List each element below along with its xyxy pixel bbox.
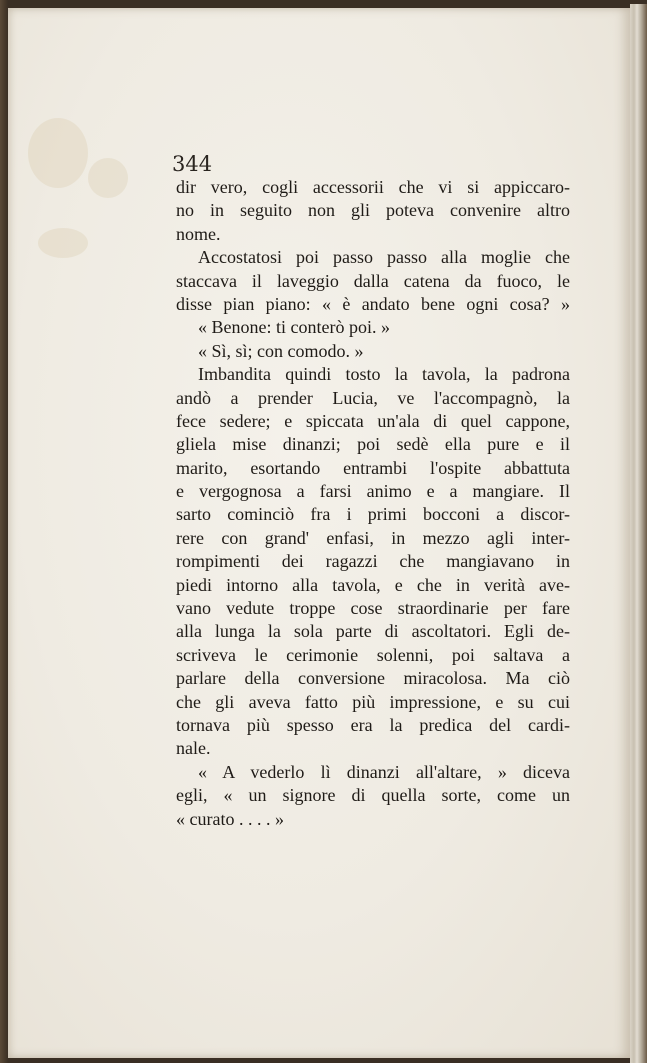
text-line: egli, « un signore di quella sorte, come un	[176, 785, 570, 806]
text-line: Accostatosi poi passo passo alla moglie che	[198, 247, 570, 268]
text-line: tornava più spesso era la predica del cardi-	[176, 714, 570, 735]
text-line: piedi intorno alla tavola, e che in verità ave-	[176, 574, 570, 595]
text-line: vano vedute troppe cose straordinarie per fare	[176, 598, 570, 619]
text-line: « Sì, sì; con comodo. »	[198, 340, 364, 361]
text-line: « curato . . . . »	[176, 808, 284, 829]
text-line: nale.	[176, 738, 211, 759]
text-line: dir vero, cogli accessorii che vi si appiccaro-	[176, 177, 570, 197]
foxing-stain	[88, 158, 128, 198]
foxing-stain	[38, 228, 88, 258]
page-edge	[630, 4, 647, 1063]
text-line: andò a prender Lucia, ve l'accompagnò, la	[176, 387, 570, 408]
text-line: no in seguito non gli poteva convenire altro	[176, 200, 570, 221]
text-line: gliela mise dinanzi; poi sedè ella pure e il	[176, 434, 570, 455]
text-line: sarto cominciò fra i primi bocconi a discor-	[176, 504, 570, 525]
text-line: Imbandita quindi tosto la tavola, la padrona	[198, 364, 570, 385]
body-text	[176, 176, 570, 831]
text-line: che gli aveva fatto più impressione, e su cui	[176, 691, 570, 712]
text-line: disse pian piano: « è andato bene ogni cosa? »	[176, 293, 570, 314]
foxing-stain	[28, 118, 88, 188]
text-line: parlare della conversione miracolosa. Ma ciò	[176, 668, 570, 689]
page-number: 344	[172, 152, 213, 176]
text-line: fece sedere; e spiccata un'ala di quel cappone,	[176, 410, 570, 431]
text-line: « A vederlo lì dinanzi all'altare, » diceva	[198, 761, 570, 782]
text-line: e vergognosa a farsi animo e a mangiare. Il	[176, 481, 570, 502]
text-line: marito, esortando entrambi l'ospite abbattuta	[176, 457, 570, 478]
text-line: « Benone: ti conterò poi. »	[198, 317, 390, 338]
text-line: scriveva le cerimonie solenni, poi saltava a	[176, 644, 570, 665]
text-line: rompimenti dei ragazzi che mangiavano in	[176, 551, 570, 572]
text-line: nome.	[176, 223, 221, 244]
text-line: alla lunga la sola parte di ascoltatori. Egli de-	[176, 621, 570, 642]
text-line: staccava il laveggio dalla catena da fuoco, le	[176, 270, 570, 291]
text-line: rere con grand' enfasi, in mezzo agli inter-	[176, 527, 570, 548]
